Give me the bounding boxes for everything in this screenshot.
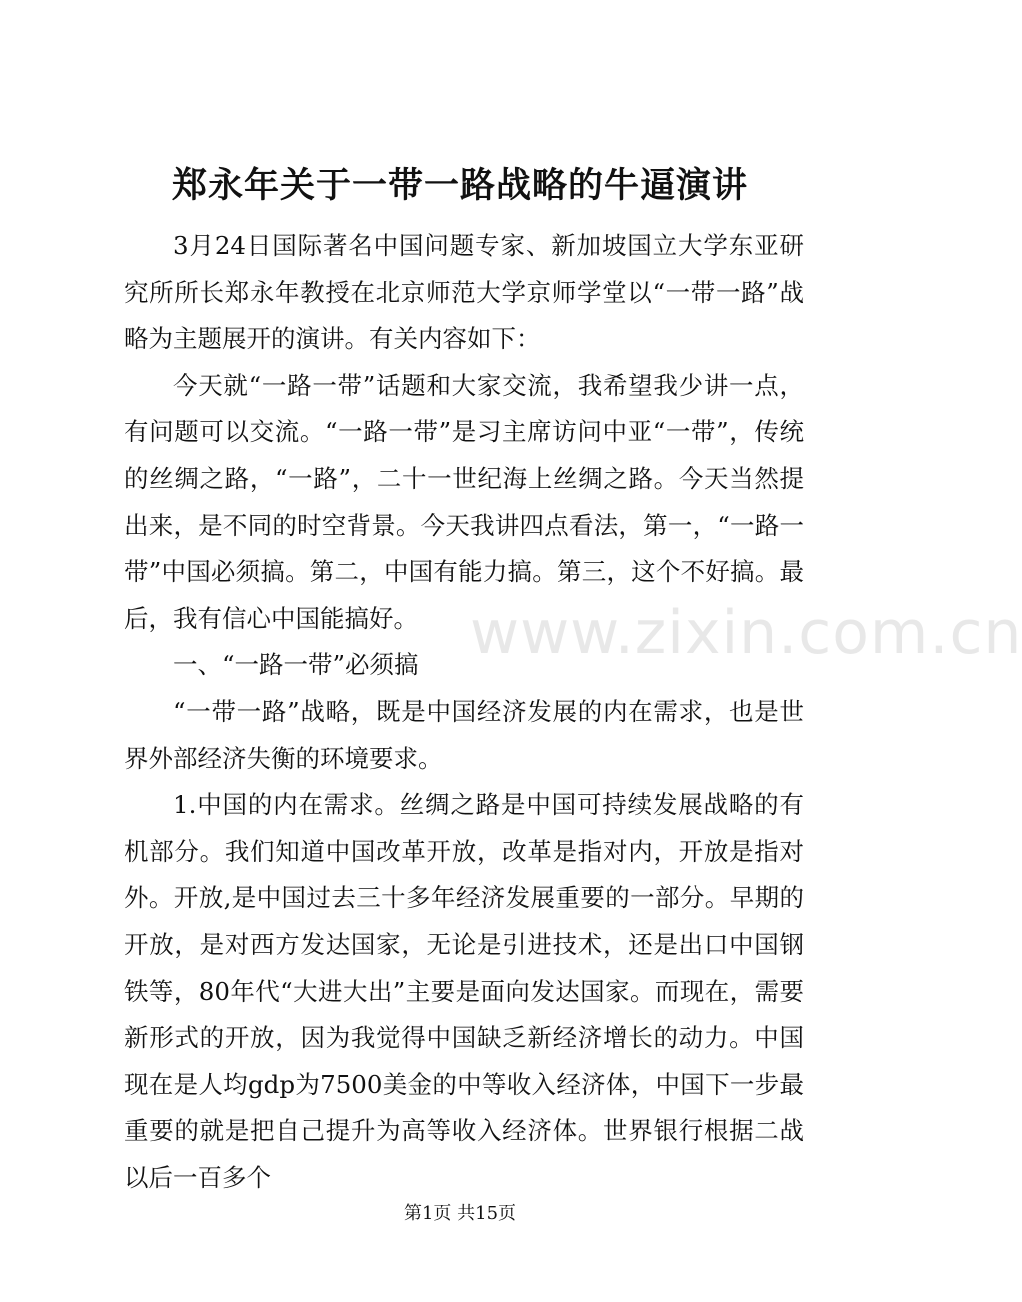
paragraph-internal-demand: 1.中国的内在需求。丝绸之路是中国可持续发展战略的有机部分。我们知道中国改革开放，改革是指对内，开放是指对外。开放,是中国过去三十多年经济发展重要的一部分。早期的开放，是对西方发达国家，无论是引进技术，还是出口中国钢铁等，80年代“大进大出”主要是面向发达国家。而现在，需要新形式的开放，因为我觉得中国缺乏新经济增长的动力。中国现在是人均gdp为7500美金的中等收入经济体，中国下一步最重要的就是把自己提升为高等收入经济体。世界银行根据二战以后一百多个 (124, 790, 804, 1192)
page-footer: 第1页 共15页 (403, 1203, 517, 1224)
paragraph-strategy: “一带一路”战略，既是中国经济发展的内在需求，也是世界外部经济失衡的环境要求。 (124, 696, 804, 773)
watermark: www.zixin.com.cn (470, 598, 1022, 668)
paragraph-overview: 今天就“一路一带”话题和大家交流，我希望我少讲一点，有问题可以交流。“一路一带”是习主席访问中亚“一带”，传统的丝绸之路，“一路”，二十一世纪海上丝绸之路。今天当然提出来，是不同的时空背景。今天我讲四点看法，第一，“一路一带”中国必须搞。第二，中国有能力搞。第三，这个不好搞。最后，我有信心中国能搞好。 (124, 370, 804, 633)
document-body (124, 223, 804, 1201)
section-heading: 一、“一路一带”必须搞 (173, 650, 419, 680)
document-title: 郑永年关于一带一路战略的牛逼演讲 (171, 165, 748, 206)
paragraph-intro: 3月24日国际著名中国问题专家、新加坡国立大学东亚研究所所长郑永年教授在北京师范大学京师学堂以“一带一路”战略为主题展开的演讲。有关内容如下： (124, 231, 804, 354)
